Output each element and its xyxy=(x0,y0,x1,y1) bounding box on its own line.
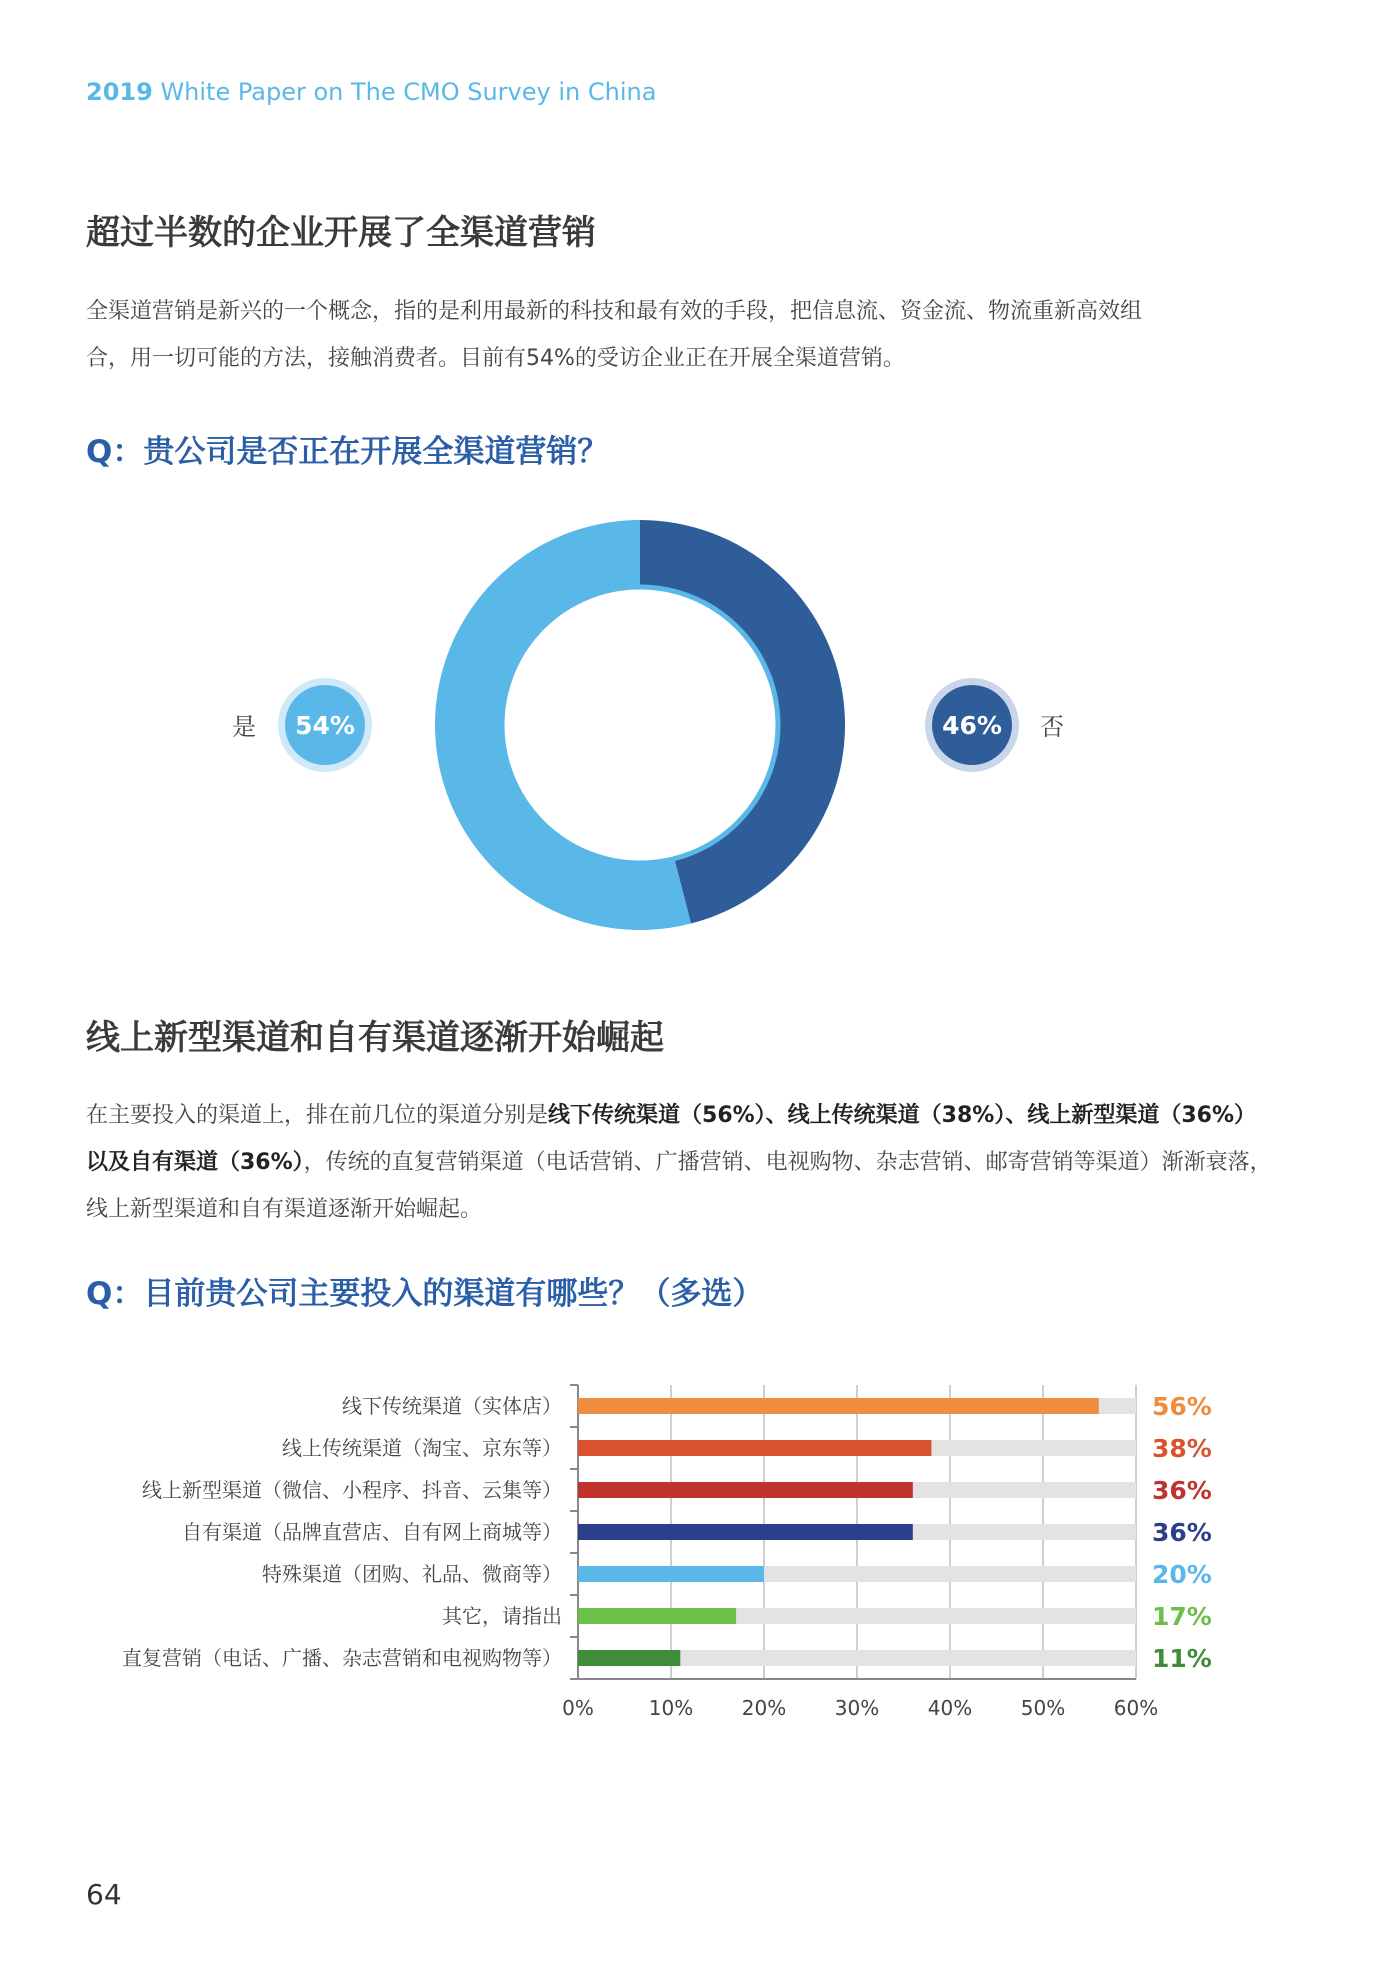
x-tick-label: 60% xyxy=(1113,1696,1159,1720)
section1-paragraph xyxy=(86,288,1286,382)
section1-heading: 超过半数的企业开展了全渠道营销 xyxy=(86,213,596,253)
bar xyxy=(578,1482,913,1498)
header-title: White Paper on The CMO Survey in China xyxy=(160,78,657,106)
value-label: 20% xyxy=(1152,1560,1212,1589)
x-tick-label: 20% xyxy=(741,1696,787,1720)
section2-para-line2 xyxy=(86,1139,1286,1186)
value-label: 36% xyxy=(1152,1476,1212,1505)
value-label: 56% xyxy=(1152,1392,1212,1421)
section1-para-line1: 全渠道营销是新兴的一个概念，指的是利用最新的科技和最有效的手段，把信息流、资金流、物流重新高效组 xyxy=(86,299,1143,324)
badge-yes-percent: 54% xyxy=(285,685,365,765)
label-no: 否 xyxy=(1040,713,1064,741)
bar xyxy=(578,1566,764,1582)
value-label: 11% xyxy=(1152,1644,1212,1673)
x-tick-label: 30% xyxy=(834,1696,880,1720)
x-tick-label: 40% xyxy=(927,1696,973,1720)
bar-chart xyxy=(0,1355,1381,1725)
bar-rows xyxy=(122,1392,1212,1673)
section2-bold-1: 线下传统渠道（56%）、线上传统渠道（38%）、线上新型渠道（36%） xyxy=(548,1103,1256,1128)
running-header xyxy=(86,78,656,106)
x-tick-label: 50% xyxy=(1020,1696,1066,1720)
section2-para-line3: 线上新型渠道和自有渠道逐渐开始崛起。 xyxy=(86,1197,483,1222)
question-2: Q：目前贵公司主要投入的渠道有哪些？（多选） xyxy=(86,1276,764,1312)
section1-para-line2: 合，用一切可能的方法，接触消费者。目前有54%的受访企业正在开展全渠道营销。 xyxy=(86,346,905,371)
category-label: 自有渠道（品牌直营店、自有网上商城等） xyxy=(182,1520,562,1544)
bar xyxy=(578,1524,913,1540)
question-1: Q：贵公司是否正在开展全渠道营销？ xyxy=(86,434,609,470)
label-yes: 是 xyxy=(232,713,256,741)
bar xyxy=(578,1608,736,1624)
bar xyxy=(578,1650,680,1666)
value-label: 36% xyxy=(1152,1518,1212,1547)
badge-no-percent: 46% xyxy=(932,685,1012,765)
category-label: 其它，请指出 xyxy=(442,1604,562,1628)
section2-heading: 线上新型渠道和自有渠道逐渐开始崛起 xyxy=(86,1018,664,1058)
value-label: 38% xyxy=(1152,1434,1212,1463)
section2-rest: ，传统的直复营销渠道（电话营销、广播营销、电视购物、杂志营销、邮寄营销等渠道）渐渐衰落， xyxy=(303,1150,1272,1175)
category-label: 线下传统渠道（实体店） xyxy=(342,1394,562,1418)
value-label: 17% xyxy=(1152,1602,1212,1631)
x-tick-label: 10% xyxy=(648,1696,694,1720)
page-number: 64 xyxy=(86,1878,122,1911)
section2-intro: 在主要投入的渠道上，排在前几位的渠道分别是 xyxy=(86,1103,549,1128)
category-label: 线上传统渠道（淘宝、京东等） xyxy=(282,1436,562,1460)
category-label: 线上新型渠道（微信、小程序、抖音、云集等） xyxy=(142,1478,562,1502)
bar xyxy=(578,1440,931,1456)
section2-para-line1 xyxy=(86,1092,1286,1139)
bar-ticks xyxy=(562,1696,1158,1720)
section2-paragraph xyxy=(86,1092,1286,1233)
category-label: 直复营销（电话、广播、杂志营销和电视购物等） xyxy=(122,1646,562,1670)
section2-bold-2: 以及自有渠道（36%） xyxy=(86,1150,304,1175)
header-year: 2019 xyxy=(86,78,153,106)
bar xyxy=(578,1398,1099,1414)
x-tick-label: 0% xyxy=(562,1696,594,1720)
category-label: 特殊渠道（团购、礼品、微商等） xyxy=(262,1562,562,1586)
donut-chart xyxy=(430,515,850,935)
